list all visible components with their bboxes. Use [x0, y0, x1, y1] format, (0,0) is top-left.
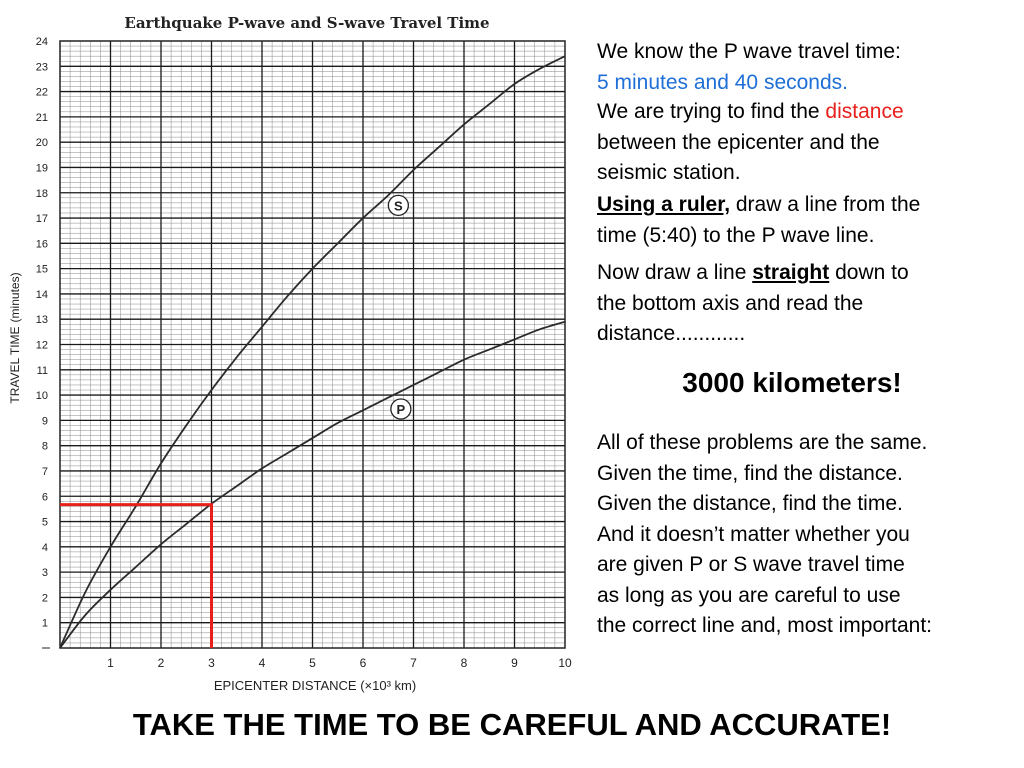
summary-line-4: And it doesn’t matter whether you [597, 522, 910, 546]
goal-line-1 [597, 97, 1017, 128]
intro-paragraph [597, 37, 1017, 98]
y-tick-label: 2 [41, 592, 48, 605]
reading-layer [60, 505, 212, 648]
x-tick-label: 5 [309, 656, 316, 670]
y-tick-label: 4 [41, 541, 48, 554]
x-tick-label: 8 [460, 656, 468, 670]
marker-layer [388, 195, 411, 419]
x-tick-label: 6 [359, 656, 367, 670]
y-tick-label: 23 [35, 61, 48, 74]
ruler-paragraph [597, 190, 1017, 251]
y-tick-label: 11 [36, 364, 48, 377]
goal-distance-word: distance [825, 100, 904, 123]
x-tick-label: 3 [208, 656, 215, 670]
y-tick-label: 22 [35, 86, 48, 99]
goal-paragraph [597, 97, 1017, 189]
marker-label: P [396, 401, 406, 417]
y-tick-labels [36, 36, 50, 648]
marker-s [388, 195, 408, 215]
chart-title: Earthquake P-wave and S-wave Travel Time [124, 14, 490, 32]
y-tick-label: 17 [35, 213, 48, 226]
marker-p [391, 399, 411, 419]
summary-line-7: the correct line and, most important: [597, 614, 932, 637]
y-tick-label: 12 [35, 339, 48, 352]
y-tick-label: 1 [41, 617, 48, 630]
y-axis-label-unit: (minutes) [8, 272, 22, 323]
y-tick-label: 3 [41, 567, 48, 580]
y-tick-label: 13 [35, 314, 48, 327]
known-p-time-line: We know the P wave travel time: [597, 40, 901, 63]
summary-paragraph [597, 428, 1017, 642]
y-tick-label: 9 [41, 415, 48, 428]
y-tick-label: 7 [41, 465, 48, 478]
x-axis-label: EPICENTER DISTANCE (×10³ km) [213, 678, 417, 693]
reading-line [60, 505, 212, 648]
y-tick-label: 8 [41, 440, 48, 453]
summary-line-3: Given the distance, find the time. [597, 492, 903, 515]
known-p-time-value: 5 minutes and 40 seconds. [597, 70, 848, 94]
ruler-emphasis: Using a ruler, [597, 193, 731, 216]
footer-banner: TAKE THE TIME TO BE CAREFUL AND ACCURATE! [132, 707, 892, 742]
y-tick-label: 18 [35, 187, 48, 200]
x-tick-label: 4 [258, 656, 266, 670]
summary-line-6: as long as you are careful to use [597, 583, 901, 607]
straight-text-a: Now draw a line [597, 261, 753, 284]
y-tick-label: 14 [35, 288, 48, 301]
straight-paragraph [597, 258, 1017, 350]
x-tick-labels [107, 656, 572, 670]
y-tick-label: 24 [35, 36, 48, 48]
ruler-line-1 [597, 190, 1017, 221]
y-tick-label: 21 [35, 111, 48, 124]
x-tick-label: 10 [558, 656, 572, 670]
x-tick-label: 9 [511, 656, 518, 670]
ruler-line-2: time (5:40) to the P wave line. [597, 223, 875, 247]
y-tick-label: 16 [35, 238, 48, 251]
y-axis-label-main: TRAVEL TIME [8, 326, 22, 404]
straight-emphasis: straight [752, 261, 830, 284]
straight-line-2: the bottom axis and read the [597, 291, 864, 315]
y-tick-label: 19 [35, 162, 48, 175]
x-tick-label: 1 [107, 656, 114, 670]
y-tick-label: 15 [35, 263, 48, 276]
goal-line-3: seismic station. [597, 161, 741, 184]
summary-line-1: All of these problems are the same. [597, 431, 928, 454]
y-tick-label: 6 [41, 491, 48, 504]
y-tick-label: 20 [35, 137, 48, 150]
x-tick-label: 7 [410, 656, 417, 670]
straight-text-b: down to [829, 261, 909, 284]
answer-text: 3000 kilometers! [682, 367, 902, 398]
marker-label: S [394, 198, 403, 214]
straight-line-1 [597, 258, 1017, 289]
summary-line-2: Given the time, find the distance. [597, 461, 903, 485]
y-tick-label: 5 [41, 516, 48, 529]
goal-line-2: between the epicenter and the [597, 130, 880, 154]
ruler-text: draw a line from the [730, 193, 921, 216]
x-tick-label: 2 [157, 656, 165, 670]
straight-line-3: distance............ [597, 322, 746, 345]
goal-text: We are trying to find the [597, 100, 826, 123]
y-tick-label: 10 [35, 390, 48, 403]
y-axis-label [8, 272, 22, 403]
summary-line-5: are given P or S wave travel time [597, 553, 905, 576]
